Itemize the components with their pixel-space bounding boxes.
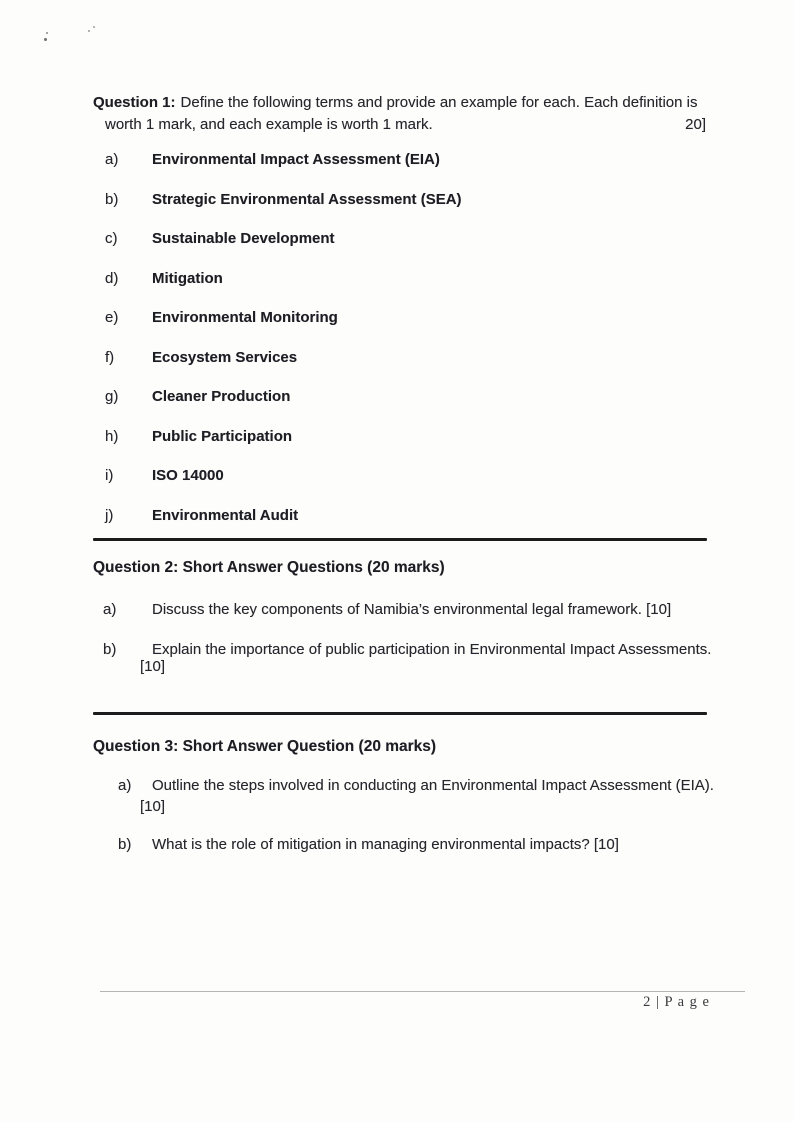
term-marker: g) [105,388,119,405]
item-text: Outline the steps involved in conducting an Environmental Impact Assessment (EIA). [152,777,714,794]
term-marker: a) [105,151,119,168]
term-marker: d) [105,269,119,287]
question1-term-list [93,151,707,546]
question1-label: Question 1: [93,94,176,111]
term-label: Environmental Monitoring [152,309,338,326]
item-text: Explain the importance of public participation in Environmental Impact Assessments. [152,641,712,658]
term-marker: f) [105,348,115,366]
term-item [93,467,707,485]
term-item [93,428,707,446]
term-label: Cleaner Production [152,388,291,405]
term-item [93,507,707,525]
term-marker: h) [105,427,119,445]
term-marker: i) [105,467,114,484]
item-marker: b) [103,641,117,658]
question3-item-a-line2: [10] [140,798,166,815]
scan-speck [88,30,90,32]
term-marker: e) [105,309,119,326]
scan-speck [44,38,47,41]
term-label: ISO 14000 [152,467,224,484]
term-item [93,151,707,169]
page-footer-line [100,991,745,992]
item-marker: a) [103,601,117,618]
term-label: Public Participation [152,427,293,445]
question1-intro-line1: Define the following terms and provide an example for each. Each definition is [180,94,698,111]
question2-item-a [93,601,671,619]
scan-speck [93,26,95,28]
question3-item-a [93,777,714,795]
question2-item-b-line2: [10] [140,658,166,675]
term-item [93,230,707,248]
term-label: Ecosystem Services [152,348,298,366]
question1-intro-line2: worth 1 mark, and each example is worth 1 mark. [105,116,433,133]
section-divider [93,538,707,541]
scan-speck [46,32,48,34]
term-marker: j) [105,506,114,524]
item-marker: b) [118,836,132,853]
page-number: 2 | P a g e [643,994,710,1010]
item-text: What is the role of mitigation in managing environmental impacts? [10] [152,836,619,853]
term-label: Mitigation [152,269,223,287]
term-label: Strategic Environmental Assessment (SEA) [152,190,462,208]
term-marker: c) [105,230,118,247]
question1-heading-line1 [93,92,707,114]
section-divider [93,712,707,715]
term-marker: b) [105,190,119,208]
term-label: Environmental Impact Assessment (EIA) [152,151,440,168]
question1-marks: 20] [685,116,706,133]
term-label: Sustainable Development [152,230,335,247]
question2-item-b [93,641,711,659]
term-item [93,309,707,327]
question2-heading: Question 2: Short Answer Questions (20 marks) [93,559,445,576]
term-item [93,191,707,209]
question3-item-b [93,836,619,854]
question1-heading-line2 [93,114,707,136]
term-label: Environmental Audit [152,506,299,524]
term-item [93,270,707,288]
question3-heading: Question 3: Short Answer Question (20 marks) [93,738,437,755]
item-marker: a) [118,777,132,794]
term-item [93,388,707,406]
item-text: Discuss the key components of Namibia’s environmental legal framework. [10] [152,601,672,618]
term-item [93,349,707,367]
question1-heading [93,92,707,136]
